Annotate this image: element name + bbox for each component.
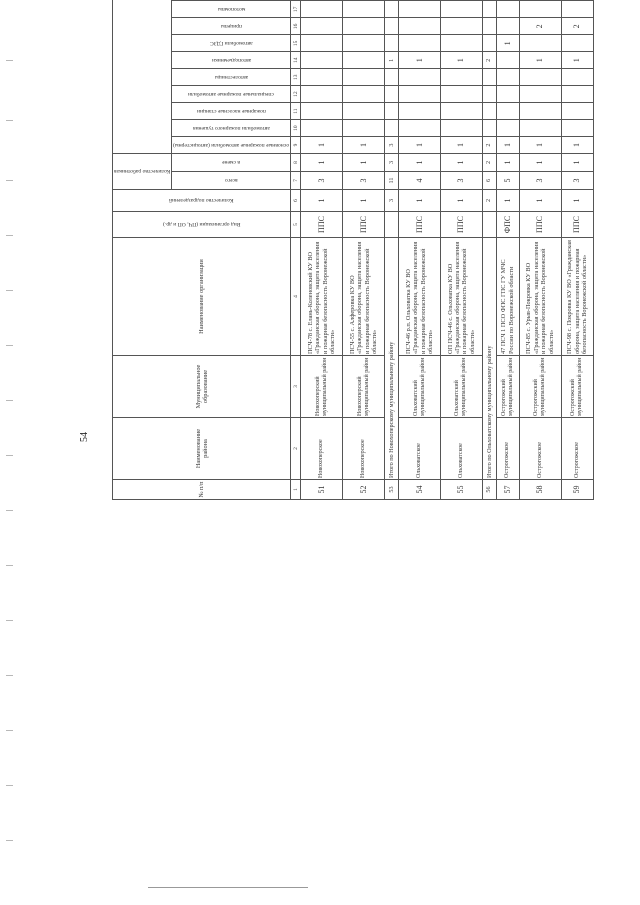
header-equipment-label: автомобили ГДЗС <box>210 40 253 47</box>
row-municipality: Новохоперский муниципальный район <box>301 356 343 418</box>
row-value-col-14: 1 <box>441 52 483 69</box>
row-value-col-15 <box>301 35 343 52</box>
header-equipment-18 <box>172 0 291 1</box>
row-value-col-16 <box>301 18 343 35</box>
bottom-rule <box>148 887 308 888</box>
row-value-col-18 <box>441 0 483 1</box>
row-staff-total: 3 <box>301 172 343 190</box>
row-value-col-16 <box>385 18 399 35</box>
binding-tick <box>6 455 13 456</box>
row-value-col-9: 3 <box>385 137 399 154</box>
row-number: 54 <box>399 480 441 500</box>
row-value-col-16 <box>482 18 496 35</box>
table-row <box>399 0 441 500</box>
row-value-col-13 <box>482 69 496 86</box>
row-kind <box>385 212 399 238</box>
row-unit: ПСЧ-55 с. Алферовка КУ ВО «Гражданская оборона, защита населения и пожарная безопасность Воронежской области» <box>343 238 385 356</box>
row-value-col-9: 1 <box>496 137 519 154</box>
row-value-col-17 <box>385 1 399 18</box>
header-equipment-10 <box>172 120 291 137</box>
row-staff-total: 3 <box>441 172 483 190</box>
row-value-col-10 <box>496 120 519 137</box>
row-units: 1 <box>343 190 385 212</box>
column-number: 6 <box>291 190 301 212</box>
header-staff-shift <box>172 154 291 172</box>
binding-tick <box>6 60 13 61</box>
row-value-col-12 <box>385 86 399 103</box>
equipment-table <box>112 0 594 500</box>
binding-tick <box>6 400 13 401</box>
header-equipment-13 <box>172 69 291 86</box>
table-row <box>343 0 385 500</box>
header-equipment-label: автомобили пожарного тушения <box>192 125 270 132</box>
row-value-col-15 <box>519 35 561 52</box>
binding-tick <box>6 840 13 841</box>
column-number: 13 <box>291 69 301 86</box>
header-kind-text: Вид организации (ПЧ, ОП и др.) <box>162 221 241 228</box>
row-number: 51 <box>301 480 343 500</box>
row-kind: ФПС <box>496 212 519 238</box>
row-value-col-13 <box>385 69 399 86</box>
total-label: Итого по Новохоперскому муниципальному району <box>385 238 399 480</box>
column-number: 11 <box>291 103 301 120</box>
total-row <box>385 0 399 500</box>
binding-tick <box>6 730 13 731</box>
row-unit: ПСЧ-85 с. Урыв-Покровка КУ ВО «Гражданская оборона, защита населения и пожарная безопасность Воронежской области» <box>519 238 561 356</box>
row-unit: ПСЧ-98 с. Покровка КУ ВО «Гражданская оборона, защита населения и пожарная безопасность Воронежской области» <box>561 238 593 356</box>
row-value-col-14 <box>301 52 343 69</box>
row-number: 59 <box>561 480 593 500</box>
row-value-col-16 <box>343 18 385 35</box>
binding-tick <box>6 620 13 621</box>
column-number: 3 <box>291 356 301 418</box>
row-value-col-11 <box>561 103 593 120</box>
header-equipment-12 <box>172 86 291 103</box>
row-value-col-18 <box>496 0 519 1</box>
binding-tick <box>6 235 13 236</box>
binding-tick <box>6 565 13 566</box>
row-number: 55 <box>441 480 483 500</box>
row-value-col-15 <box>385 35 399 52</box>
row-value-col-17 <box>301 1 343 18</box>
header-units-text: Количество подразделений <box>169 197 234 204</box>
row-value-col-10 <box>385 120 399 137</box>
row-value-col-16: 2 <box>561 18 593 35</box>
row-value-col-15 <box>561 35 593 52</box>
header-municipality: Муниципальное образование <box>113 356 291 418</box>
total-label: Итого по Ольховатскому муниципальному району <box>482 238 496 480</box>
row-value-col-10 <box>399 120 441 137</box>
row-value-col-10 <box>441 120 483 137</box>
row-value-col-13 <box>519 69 561 86</box>
column-number: 12 <box>291 86 301 103</box>
column-number: 1 <box>291 480 301 500</box>
header-equipment-title <box>113 0 172 154</box>
header-kind <box>113 212 291 238</box>
row-kind: ППС <box>343 212 385 238</box>
total-row <box>482 0 496 500</box>
row-value-col-15 <box>399 35 441 52</box>
row-value-col-10 <box>301 120 343 137</box>
binding-tick <box>6 345 13 346</box>
row-value-col-12 <box>441 86 483 103</box>
table-row <box>301 0 343 500</box>
row-value-col-13 <box>561 69 593 86</box>
row-units: 1 <box>441 190 483 212</box>
row-staff-shift: 1 <box>441 154 483 172</box>
row-value-col-17 <box>441 1 483 18</box>
row-unit: ПСЧ-78 с. Елань-Коленовский КУ ВО «Гражданская оборона, защита населения и пожарная безопасность Воронежской области» <box>301 238 343 356</box>
row-units: 1 <box>496 190 519 212</box>
column-number: 17 <box>291 1 301 18</box>
row-value-col-12 <box>301 86 343 103</box>
row-staff-total: 3 <box>519 172 561 190</box>
row-value-col-18 <box>482 0 496 1</box>
row-units: 1 <box>519 190 561 212</box>
row-staff-total: 11 <box>385 172 399 190</box>
row-value-col-11 <box>519 103 561 120</box>
row-value-col-17 <box>482 1 496 18</box>
row-value-col-10 <box>482 120 496 137</box>
row-number: 53 <box>385 480 399 500</box>
column-number: 5 <box>291 212 301 238</box>
row-value-col-13 <box>343 69 385 86</box>
row-value-col-15: 1 <box>496 35 519 52</box>
row-kind: ППС <box>399 212 441 238</box>
row-value-col-17 <box>496 1 519 18</box>
column-number: 14 <box>291 52 301 69</box>
row-value-col-11 <box>301 103 343 120</box>
row-value-col-9: 1 <box>399 137 441 154</box>
row-value-col-13 <box>441 69 483 86</box>
row-staff-total: 6 <box>482 172 496 190</box>
row-value-col-11 <box>496 103 519 120</box>
row-value-col-9: 1 <box>441 137 483 154</box>
row-value-col-15 <box>343 35 385 52</box>
row-value-col-13 <box>496 69 519 86</box>
rotated-table-container <box>112 6 594 890</box>
row-municipality: Новохоперский муниципальный район <box>343 356 385 418</box>
header-staff-total-text: всего <box>225 177 238 184</box>
row-value-col-12 <box>519 86 561 103</box>
row-district: Ольховатское <box>441 418 483 480</box>
header-equipment-15 <box>172 35 291 52</box>
row-district: Ольховатское <box>399 418 441 480</box>
row-value-col-14: 1 <box>561 52 593 69</box>
row-unit: 47 ПСЧ 1 ПСО ФПС ГПС ГУ МЧС России по Воронежской области <box>496 238 519 356</box>
row-municipality: Острогожский муниципальный район <box>496 356 519 418</box>
header-staff <box>113 154 172 190</box>
header-equipment-label: основные пожарные автомобили (автоцистерны) <box>173 142 290 149</box>
header-equipment-label: прицепы <box>220 23 242 30</box>
row-staff-shift: 2 <box>482 154 496 172</box>
row-value-col-18 <box>343 0 385 1</box>
header-district: Наименование района <box>113 418 291 480</box>
row-value-col-14: 1 <box>385 52 399 69</box>
column-number: 15 <box>291 35 301 52</box>
header-staff-shift-text: в смене <box>222 159 241 166</box>
row-value-col-14: 1 <box>399 52 441 69</box>
row-staff-shift: 1 <box>399 154 441 172</box>
column-number <box>291 0 301 1</box>
table-row <box>519 0 561 500</box>
column-number: 2 <box>291 418 301 480</box>
column-number: 4 <box>291 238 301 356</box>
header-equipment-label: пожарные насосные станции <box>196 108 266 115</box>
header-staff-total <box>172 172 291 190</box>
table-row <box>496 0 519 500</box>
row-value-col-9: 1 <box>301 137 343 154</box>
row-value-col-13 <box>301 69 343 86</box>
row-units: 1 <box>561 190 593 212</box>
header-no: № п/п <box>113 480 291 500</box>
row-value-col-14: 1 <box>519 52 561 69</box>
row-value-col-15 <box>482 35 496 52</box>
row-staff-shift: 1 <box>343 154 385 172</box>
row-value-col-18 <box>301 0 343 1</box>
row-district: Новохоперское <box>301 418 343 480</box>
row-municipality: Острогожский муниципальный район <box>561 356 593 418</box>
row-value-col-9: 1 <box>561 137 593 154</box>
row-units: 2 <box>482 190 496 212</box>
row-municipality: Ольховатский муниципальный район <box>399 356 441 418</box>
column-number: 7 <box>291 172 301 190</box>
row-kind: ППС <box>301 212 343 238</box>
row-kind <box>482 212 496 238</box>
table-row <box>561 0 593 500</box>
row-value-col-12 <box>561 86 593 103</box>
row-kind: ППС <box>441 212 483 238</box>
row-district: Острогожское <box>519 418 561 480</box>
row-staff-shift: 1 <box>496 154 519 172</box>
row-value-col-10 <box>561 120 593 137</box>
binding-tick <box>6 510 13 511</box>
row-value-col-16 <box>496 18 519 35</box>
row-value-col-17 <box>343 1 385 18</box>
row-staff-total: 5 <box>496 172 519 190</box>
row-units: 1 <box>399 190 441 212</box>
table-frame <box>112 0 594 500</box>
row-value-col-11 <box>385 103 399 120</box>
header-equipment-label: автоподъемники <box>211 57 251 64</box>
row-number: 58 <box>519 480 561 500</box>
row-district: Новохоперское <box>343 418 385 480</box>
row-value-col-16 <box>399 18 441 35</box>
column-number: 16 <box>291 18 301 35</box>
row-value-col-11 <box>441 103 483 120</box>
row-value-col-18 <box>519 0 561 1</box>
table-row <box>441 0 483 500</box>
column-number: 10 <box>291 120 301 137</box>
header-equipment-14 <box>172 52 291 69</box>
header-equipment-11 <box>172 103 291 120</box>
row-value-col-18 <box>399 0 441 1</box>
row-district: Острогожское <box>561 418 593 480</box>
binding-tick <box>6 785 13 786</box>
row-value-col-17 <box>519 1 561 18</box>
header-equipment-9 <box>172 137 291 154</box>
row-staff-total: 3 <box>561 172 593 190</box>
row-value-col-13 <box>399 69 441 86</box>
header-units <box>113 190 291 212</box>
row-value-col-12 <box>482 86 496 103</box>
binding-tick <box>6 290 13 291</box>
header-unit: Наименование организации <box>113 238 291 356</box>
row-staff-shift: 1 <box>301 154 343 172</box>
page-number: 54 <box>79 432 90 442</box>
binding-tick <box>6 120 13 121</box>
row-number: 57 <box>496 480 519 500</box>
row-staff-shift: 1 <box>519 154 561 172</box>
row-value-col-11 <box>482 103 496 120</box>
row-value-col-9: 2 <box>482 137 496 154</box>
row-value-col-16: 2 <box>519 18 561 35</box>
header-equipment-label: специальные пожарные автомобили <box>188 91 275 98</box>
row-kind: ППС <box>561 212 593 238</box>
row-value-col-14 <box>496 52 519 69</box>
row-value-col-16 <box>441 18 483 35</box>
header-equipment-17 <box>172 1 291 18</box>
row-value-col-11 <box>343 103 385 120</box>
header-staff-text: Количество работников <box>114 168 171 175</box>
row-value-col-14: 2 <box>482 52 496 69</box>
row-value-col-12 <box>343 86 385 103</box>
row-staff-shift: 3 <box>385 154 399 172</box>
row-value-col-12 <box>496 86 519 103</box>
row-kind: ППС <box>519 212 561 238</box>
row-number: 56 <box>482 480 496 500</box>
row-units: 3 <box>385 190 399 212</box>
header-equipment-label: автолестницы <box>214 74 248 81</box>
row-value-col-12 <box>399 86 441 103</box>
row-value-col-10 <box>343 120 385 137</box>
row-value-col-9: 1 <box>519 137 561 154</box>
row-value-col-9: 1 <box>343 137 385 154</box>
row-municipality: Ольховатский муниципальный район <box>441 356 483 418</box>
row-staff-total: 4 <box>399 172 441 190</box>
row-value-col-11 <box>399 103 441 120</box>
header-equipment-16 <box>172 18 291 35</box>
row-value-col-17 <box>561 1 593 18</box>
column-number: 9 <box>291 137 301 154</box>
row-unit: ПСЧ-46 р.п. Ольховатка КУ ВО «Гражданская оборона, защита населения и пожарная безопасность Воронежской области» <box>399 238 441 356</box>
binding-tick <box>6 675 13 676</box>
row-number: 52 <box>343 480 385 500</box>
row-district: Острогожское <box>496 418 519 480</box>
row-value-col-18 <box>385 0 399 1</box>
row-units: 1 <box>301 190 343 212</box>
row-value-col-17 <box>399 1 441 18</box>
row-value-col-14 <box>343 52 385 69</box>
row-municipality: Острогожский муниципальный район <box>519 356 561 418</box>
column-number: 8 <box>291 154 301 172</box>
binding-margin <box>0 0 18 905</box>
row-value-col-15 <box>441 35 483 52</box>
binding-tick <box>6 180 13 181</box>
row-staff-shift: 1 <box>561 154 593 172</box>
row-value-col-18 <box>561 0 593 1</box>
row-staff-total: 3 <box>343 172 385 190</box>
row-unit: ОП ПСЧ-46 с. Ольховатка КУ ВО «Гражданская оборона, защита населения и пожарная безопасность Воронежской области» <box>441 238 483 356</box>
header-equipment-label: мотопомпы <box>217 6 246 13</box>
row-value-col-10 <box>519 120 561 137</box>
